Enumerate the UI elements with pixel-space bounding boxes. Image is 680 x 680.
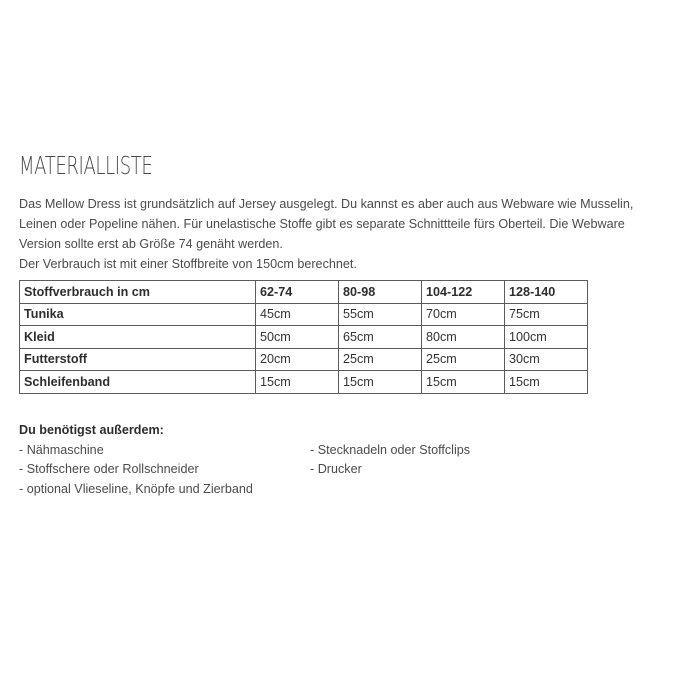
page-title: MATERIALLISTE [19,151,153,180]
table-row [20,303,588,326]
table-cell: 70cm [422,303,505,326]
row-label: Kleid [20,326,256,349]
table-header-row [20,281,588,304]
table-row [20,348,588,371]
table-cell: 45cm [256,303,339,326]
materials-list-left [19,441,310,500]
list-item: - Stecknadeln oder Stoffclips [310,442,471,457]
table-cell: 15cm [505,371,588,394]
additional-materials [19,421,669,499]
additional-materials-heading: Du benötigst außerdem: [19,423,164,437]
table-cell: 50cm [256,326,339,349]
table-header-cell: Stoffverbrauch in cm [20,281,256,304]
table-row [20,326,588,349]
table-cell: 80cm [422,326,505,349]
row-label: Tunika [20,303,256,326]
list-item: - Drucker [310,462,362,476]
intro-text [19,194,669,274]
list-item: - Stoffschere oder Rollschneider [19,462,199,476]
table-cell: 55cm [339,303,422,326]
list-item: - Nähmaschine [19,442,104,457]
table-cell: 30cm [505,348,588,371]
table-cell: 75cm [505,303,588,326]
table-cell: 15cm [256,371,339,394]
intro-paragraph: Das Mellow Dress ist grundsätzlich auf Jersey ausgelegt. Du kannst es aber auch aus Webware wie Musselin, Leinen oder Popeline nähen. Für unelastische Stoffe gibt es separate Schnittteile fürs Oberteil. Die Webware Version sollte erst ab Größe 74 genäht werden. [19,197,634,251]
materials-list-right [310,441,470,500]
list-item: - optional Vlieseline, Knöpfe und Zierband [19,481,253,496]
table-cell: 20cm [256,348,339,371]
table-cell: 65cm [339,326,422,349]
table-cell: 25cm [422,348,505,371]
row-label: Futterstoff [20,348,256,371]
table-header-cell: 80-98 [339,281,422,304]
row-label: Schleifenband [20,371,256,394]
fabric-consumption-table [19,280,588,394]
table-row [20,371,588,394]
table-header-cell: 62-74 [256,281,339,304]
table-header-cell: 128-140 [505,281,588,304]
table-cell: 25cm [339,348,422,371]
table-cell: 100cm [505,326,588,349]
table-cell: 15cm [422,371,505,394]
table-header-cell: 104-122 [422,281,505,304]
table-cell: 15cm [339,371,422,394]
intro-paragraph: Der Verbrauch ist mit einer Stoffbreite von 150cm berechnet. [19,257,357,271]
